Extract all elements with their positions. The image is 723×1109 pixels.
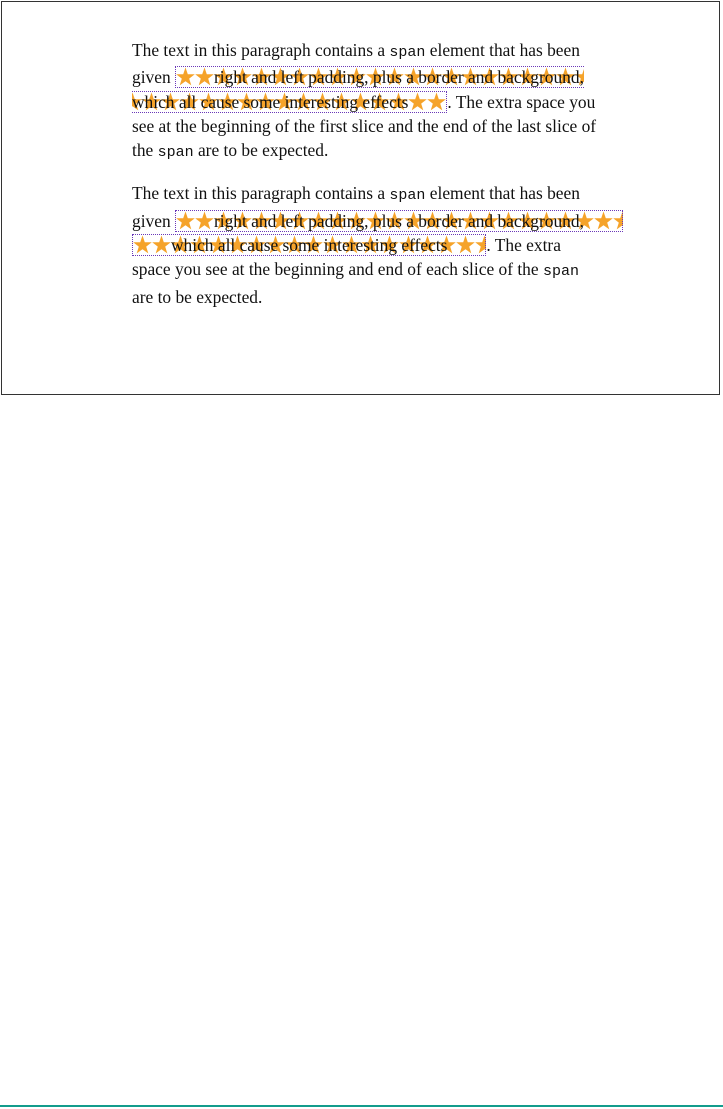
paragraph-text-start: The text in this paragraph contains a (132, 183, 390, 204)
code-span-keyword: span (157, 144, 194, 162)
code-span-keyword: span (542, 263, 579, 281)
example-content (132, 38, 597, 309)
star-background-span-slice: right and left padding, plus a border and background, which all cause some interesting effects (132, 67, 584, 112)
paragraph-text-start: The text in this paragraph contains a (132, 40, 390, 60)
paragraph-text-middle: element that has been given (132, 40, 580, 88)
paragraph-text-end: are to be expected. (193, 140, 329, 161)
star-background-span-clone: right and left padding, plus a border and background, which all cause some interesting effects (132, 210, 623, 256)
code-span-keyword: span (389, 44, 426, 61)
page-bottom-rule (0, 1105, 723, 1107)
code-span-keyword: span (389, 187, 426, 205)
paragraph-text-after: . The extra space you see at the beginning of the first slice and the end of the last slice of the (132, 91, 597, 161)
paragraph-text-after: . The extra space you see at the beginning and end of each slice of the (132, 235, 561, 280)
paragraph-clone (132, 181, 597, 308)
paragraph-text-end: are to be expected. (132, 286, 263, 307)
paragraph-slice (132, 38, 597, 165)
example-frame (1, 1, 720, 395)
paragraph-text-middle: element that has been given (132, 183, 580, 231)
